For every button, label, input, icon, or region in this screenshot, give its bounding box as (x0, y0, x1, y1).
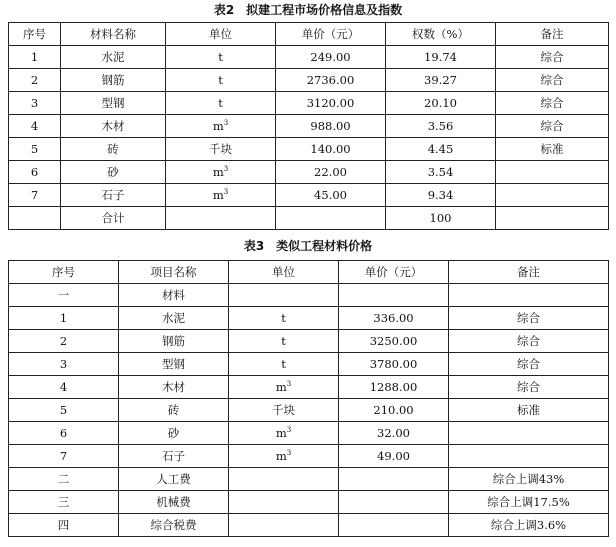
table3-cell: $m^3$ (229, 422, 339, 445)
table2-cell: 39.27 (386, 69, 496, 92)
table-row (9, 138, 609, 161)
table3-cell (449, 445, 609, 468)
table2-cell: 22.00 (276, 161, 386, 184)
table2-header-cell: 权数（%） (386, 23, 496, 46)
table3-cell: $m^3$ (229, 445, 339, 468)
table2-cell: 1 (9, 46, 61, 69)
table2-cell (496, 161, 609, 184)
table-row (9, 69, 609, 92)
table2-cell: 砖 (61, 138, 166, 161)
table3-header-cell: 单价（元） (339, 261, 449, 284)
table2-cell: 2736.00 (276, 69, 386, 92)
table2-cell: 6 (9, 161, 61, 184)
table3-cell: 4 (9, 376, 119, 399)
table2-header-cell: 单位 (166, 23, 276, 46)
table2-cell: 140.00 (276, 138, 386, 161)
table2-cell: 2 (9, 69, 61, 92)
table2-cell: t (166, 69, 276, 92)
table2-cell: 千块 (166, 138, 276, 161)
table3-cell: 综合税费 (119, 514, 229, 537)
table3-cell (229, 491, 339, 514)
table3-cell (449, 422, 609, 445)
table-row (9, 184, 609, 207)
table3-cell: 210.00 (339, 399, 449, 422)
table2-cell: 100 (386, 207, 496, 230)
table2-header-cell: 材料名称 (61, 23, 166, 46)
table3-header-cell: 序号 (9, 261, 119, 284)
table3-cell: 综合上调3.6% (449, 514, 609, 537)
table3-cell: 材料 (119, 284, 229, 307)
table3-cell (339, 468, 449, 491)
table3-cell: 钢筋 (119, 330, 229, 353)
table3-cell: 综合 (449, 353, 609, 376)
table2-cell: 4.45 (386, 138, 496, 161)
table2-cell: $m^3$ (166, 161, 276, 184)
table2-cell (9, 207, 61, 230)
table-row (9, 445, 609, 468)
table3-cell: 人工费 (119, 468, 229, 491)
table2-header-row (9, 23, 609, 46)
table-row (9, 92, 609, 115)
table2-cell: 钢筋 (61, 69, 166, 92)
table3-cell (449, 284, 609, 307)
table3-cell: 三 (9, 491, 119, 514)
table3-cell: 标准 (449, 399, 609, 422)
table3-header-cell: 项目名称 (119, 261, 229, 284)
table-row (9, 376, 609, 399)
table-row (9, 491, 609, 514)
table3-cell: 木材 (119, 376, 229, 399)
table3-cell: 7 (9, 445, 119, 468)
table3-title: 表3 类似工程材料价格 (243, 239, 373, 253)
table3-cell: 3780.00 (339, 353, 449, 376)
table3-cell: 综合 (449, 376, 609, 399)
table2-cell: 9.34 (386, 184, 496, 207)
table2-cell: $m^3$ (166, 184, 276, 207)
table3-cell: 砂 (119, 422, 229, 445)
table3-cell: 5 (9, 399, 119, 422)
table3-cell: 千块 (229, 399, 339, 422)
table2-cell: 3120.00 (276, 92, 386, 115)
table3-cell: 二 (9, 468, 119, 491)
table-row (9, 399, 609, 422)
table2-cell: 988.00 (276, 115, 386, 138)
table3-cell: t (229, 353, 339, 376)
table2-cell: t (166, 92, 276, 115)
table2-cell (496, 207, 609, 230)
table2-cell: 5 (9, 138, 61, 161)
table2-cell: 合计 (61, 207, 166, 230)
table2-cell: 249.00 (276, 46, 386, 69)
table3-cell: 综合 (449, 307, 609, 330)
table2-cell: 45.00 (276, 184, 386, 207)
table3-cell: 机械费 (119, 491, 229, 514)
table3-header-row (9, 261, 609, 284)
table2-cell: 型钢 (61, 92, 166, 115)
table3-cell: 砖 (119, 399, 229, 422)
table2-cell: 综合 (496, 115, 609, 138)
table-row (9, 115, 609, 138)
table3-cell: 综合上调43% (449, 468, 609, 491)
table-row (9, 161, 609, 184)
table2-cell: 标准 (496, 138, 609, 161)
table3-cell (339, 491, 449, 514)
table3-cell: 3250.00 (339, 330, 449, 353)
table3-cell (339, 514, 449, 537)
table3-cell: t (229, 307, 339, 330)
table3-cell: 49.00 (339, 445, 449, 468)
table2-cell: 综合 (496, 92, 609, 115)
table3-header-cell: 备注 (449, 261, 609, 284)
table2-header-cell: 单价（元） (276, 23, 386, 46)
table-row (9, 353, 609, 376)
table3-cell: t (229, 330, 339, 353)
table-row (9, 422, 609, 445)
table3-cell: 6 (9, 422, 119, 445)
table3-cell (229, 284, 339, 307)
table2-cell: 19.74 (386, 46, 496, 69)
table3-cell: 石子 (119, 445, 229, 468)
table2-cell: 砂 (61, 161, 166, 184)
table3-cell: 四 (9, 514, 119, 537)
price-index-table (8, 22, 609, 230)
table2-cell: $m^3$ (166, 115, 276, 138)
table2-cell: t (166, 46, 276, 69)
table-row (9, 514, 609, 537)
table3-cell (229, 514, 339, 537)
table2-header-cell: 备注 (496, 23, 609, 46)
table-row (9, 207, 609, 230)
table2-cell: 水泥 (61, 46, 166, 69)
table3-cell: 水泥 (119, 307, 229, 330)
table3-cell: 32.00 (339, 422, 449, 445)
table2-cell: 石子 (61, 184, 166, 207)
table3-cell: 336.00 (339, 307, 449, 330)
table3-cell: 1288.00 (339, 376, 449, 399)
table3-cell: 综合上调17.5% (449, 491, 609, 514)
table3-cell: 2 (9, 330, 119, 353)
table2-cell (166, 207, 276, 230)
table2-cell: 3 (9, 92, 61, 115)
table3-header-cell: 单位 (229, 261, 339, 284)
table2-cell (496, 184, 609, 207)
table3-cell: 1 (9, 307, 119, 330)
table-row (9, 330, 609, 353)
table2-cell: 4 (9, 115, 61, 138)
table2-cell: 木材 (61, 115, 166, 138)
table3-cell: 3 (9, 353, 119, 376)
table-row (9, 468, 609, 491)
table2-cell: 综合 (496, 46, 609, 69)
table2-cell: 7 (9, 184, 61, 207)
table-row (9, 307, 609, 330)
table2-cell: 3.56 (386, 115, 496, 138)
table3-cell: $m^3$ (229, 376, 339, 399)
table3-cell: 型钢 (119, 353, 229, 376)
similar-project-price-table (8, 260, 609, 537)
table2-title: 表2 拟建工程市场价格信息及指数 (213, 3, 403, 17)
table2-header-cell: 序号 (9, 23, 61, 46)
table3-cell: 一 (9, 284, 119, 307)
table-row (9, 46, 609, 69)
table3-cell (229, 468, 339, 491)
table3-cell (339, 284, 449, 307)
table2-cell: 综合 (496, 69, 609, 92)
table3-cell: 综合 (449, 330, 609, 353)
table2-cell: 20.10 (386, 92, 496, 115)
table-row (9, 284, 609, 307)
table2-cell (276, 207, 386, 230)
table2-cell: 3.54 (386, 161, 496, 184)
